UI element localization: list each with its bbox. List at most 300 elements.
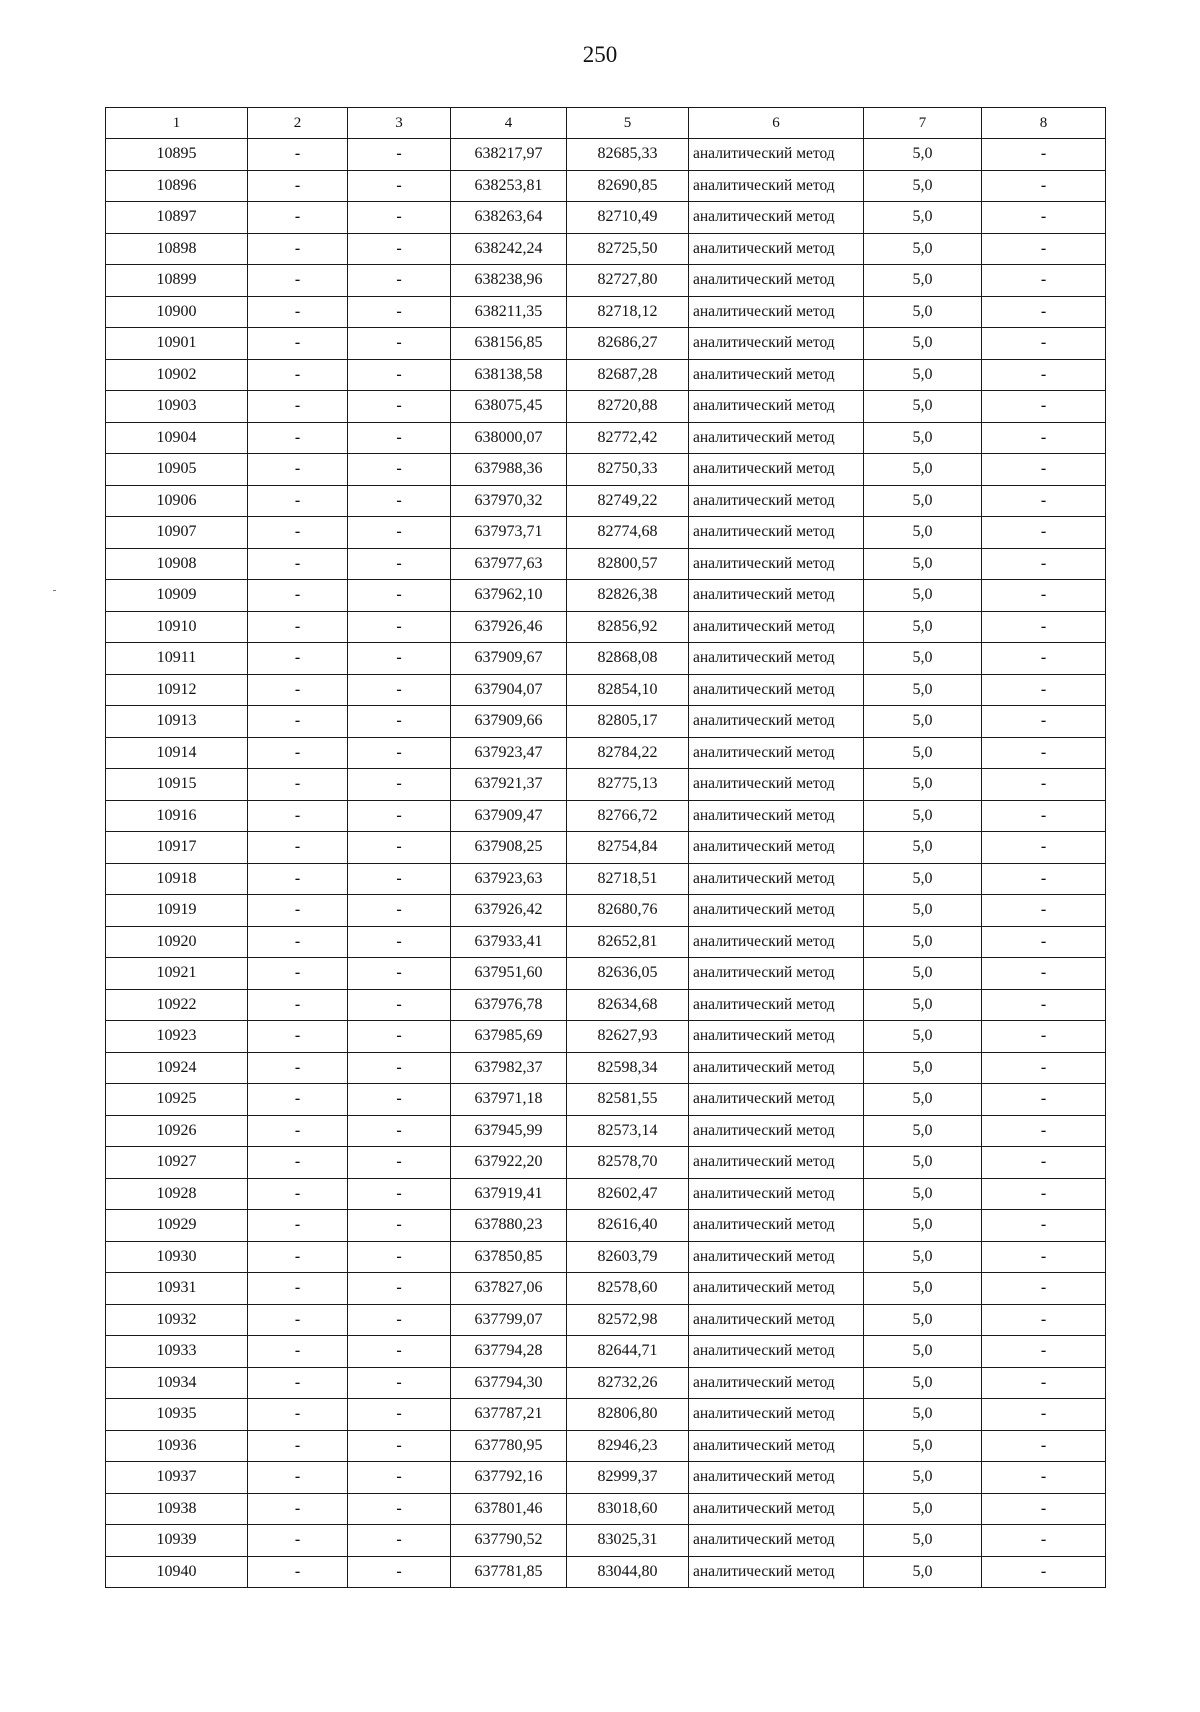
col8-cell: - xyxy=(982,454,1106,486)
method-cell: аналитический метод xyxy=(689,769,864,801)
point-number-cell: 10925 xyxy=(106,1084,248,1116)
point-number-cell: 10906 xyxy=(106,485,248,517)
x-coordinate-cell: 637976,78 xyxy=(451,989,567,1021)
y-coordinate-cell: 82578,60 xyxy=(567,1273,689,1305)
x-coordinate-cell: 637787,21 xyxy=(451,1399,567,1431)
col8-cell: - xyxy=(982,769,1106,801)
table-row xyxy=(106,989,1106,1021)
method-cell: аналитический метод xyxy=(689,170,864,202)
x-coordinate-cell: 637781,85 xyxy=(451,1556,567,1588)
table-row xyxy=(106,1462,1106,1494)
col8-cell: - xyxy=(982,1084,1106,1116)
col8-cell: - xyxy=(982,1115,1106,1147)
x-coordinate-cell: 637908,25 xyxy=(451,832,567,864)
method-cell: аналитический метод xyxy=(689,1493,864,1525)
col8-cell: - xyxy=(982,611,1106,643)
col2-cell: - xyxy=(248,1525,348,1557)
table-row xyxy=(106,1493,1106,1525)
col2-cell: - xyxy=(248,895,348,927)
accuracy-cell: 5,0 xyxy=(864,1462,982,1494)
point-number-cell: 10895 xyxy=(106,139,248,171)
method-cell: аналитический метод xyxy=(689,359,864,391)
accuracy-cell: 5,0 xyxy=(864,517,982,549)
y-coordinate-cell: 82727,80 xyxy=(567,265,689,297)
col3-cell: - xyxy=(348,170,451,202)
point-number-cell: 10907 xyxy=(106,517,248,549)
col2-cell: - xyxy=(248,1430,348,1462)
col3-cell: - xyxy=(348,422,451,454)
col3-cell: - xyxy=(348,1399,451,1431)
col3-cell: - xyxy=(348,863,451,895)
col2-cell: - xyxy=(248,1178,348,1210)
column-header: 5 xyxy=(567,108,689,139)
col3-cell: - xyxy=(348,1210,451,1242)
accuracy-cell: 5,0 xyxy=(864,1178,982,1210)
method-cell: аналитический метод xyxy=(689,737,864,769)
col3-cell: - xyxy=(348,611,451,643)
table-row xyxy=(106,895,1106,927)
col3-cell: - xyxy=(348,643,451,675)
accuracy-cell: 5,0 xyxy=(864,863,982,895)
col8-cell: - xyxy=(982,517,1106,549)
point-number-cell: 10923 xyxy=(106,1021,248,1053)
col2-cell: - xyxy=(248,296,348,328)
col2-cell: - xyxy=(248,202,348,234)
col2-cell: - xyxy=(248,1556,348,1588)
col2-cell: - xyxy=(248,832,348,864)
col3-cell: - xyxy=(348,139,451,171)
col2-cell: - xyxy=(248,926,348,958)
point-number-cell: 10933 xyxy=(106,1336,248,1368)
col3-cell: - xyxy=(348,1115,451,1147)
x-coordinate-cell: 637792,16 xyxy=(451,1462,567,1494)
col3-cell: - xyxy=(348,1178,451,1210)
col3-cell: - xyxy=(348,1021,451,1053)
y-coordinate-cell: 82616,40 xyxy=(567,1210,689,1242)
accuracy-cell: 5,0 xyxy=(864,1052,982,1084)
col8-cell: - xyxy=(982,1304,1106,1336)
col8-cell: - xyxy=(982,989,1106,1021)
accuracy-cell: 5,0 xyxy=(864,485,982,517)
method-cell: аналитический метод xyxy=(689,1210,864,1242)
col8-cell: - xyxy=(982,139,1106,171)
col8-cell: - xyxy=(982,832,1106,864)
col8-cell: - xyxy=(982,1021,1106,1053)
table-row xyxy=(106,1115,1106,1147)
scan-speck xyxy=(53,590,56,591)
col2-cell: - xyxy=(248,1147,348,1179)
point-number-cell: 10921 xyxy=(106,958,248,990)
col8-cell: - xyxy=(982,265,1106,297)
col8-cell: - xyxy=(982,328,1106,360)
col2-cell: - xyxy=(248,485,348,517)
x-coordinate-cell: 638000,07 xyxy=(451,422,567,454)
x-coordinate-cell: 637794,28 xyxy=(451,1336,567,1368)
point-number-cell: 10916 xyxy=(106,800,248,832)
table-row xyxy=(106,454,1106,486)
table-row xyxy=(106,1241,1106,1273)
method-cell: аналитический метод xyxy=(689,674,864,706)
table-row xyxy=(106,800,1106,832)
col3-cell: - xyxy=(348,1084,451,1116)
y-coordinate-cell: 82868,08 xyxy=(567,643,689,675)
table-row xyxy=(106,643,1106,675)
point-number-cell: 10934 xyxy=(106,1367,248,1399)
column-header: 2 xyxy=(248,108,348,139)
method-cell: аналитический метод xyxy=(689,1052,864,1084)
point-number-cell: 10929 xyxy=(106,1210,248,1242)
col2-cell: - xyxy=(248,1493,348,1525)
y-coordinate-cell: 82772,42 xyxy=(567,422,689,454)
accuracy-cell: 5,0 xyxy=(864,359,982,391)
table-row xyxy=(106,265,1106,297)
x-coordinate-cell: 637923,47 xyxy=(451,737,567,769)
col2-cell: - xyxy=(248,958,348,990)
col3-cell: - xyxy=(348,1241,451,1273)
col8-cell: - xyxy=(982,1493,1106,1525)
point-number-cell: 10930 xyxy=(106,1241,248,1273)
col8-cell: - xyxy=(982,391,1106,423)
accuracy-cell: 5,0 xyxy=(864,611,982,643)
col2-cell: - xyxy=(248,359,348,391)
column-header: 7 xyxy=(864,108,982,139)
col8-cell: - xyxy=(982,359,1106,391)
x-coordinate-cell: 637985,69 xyxy=(451,1021,567,1053)
method-cell: аналитический метод xyxy=(689,233,864,265)
method-cell: аналитический метод xyxy=(689,1336,864,1368)
col8-cell: - xyxy=(982,422,1106,454)
point-number-cell: 10928 xyxy=(106,1178,248,1210)
y-coordinate-cell: 82680,76 xyxy=(567,895,689,927)
table-row xyxy=(106,926,1106,958)
col3-cell: - xyxy=(348,926,451,958)
y-coordinate-cell: 82687,28 xyxy=(567,359,689,391)
y-coordinate-cell: 82581,55 xyxy=(567,1084,689,1116)
x-coordinate-cell: 637799,07 xyxy=(451,1304,567,1336)
accuracy-cell: 5,0 xyxy=(864,548,982,580)
x-coordinate-cell: 637909,66 xyxy=(451,706,567,738)
y-coordinate-cell: 82854,10 xyxy=(567,674,689,706)
accuracy-cell: 5,0 xyxy=(864,580,982,612)
x-coordinate-cell: 637909,67 xyxy=(451,643,567,675)
col3-cell: - xyxy=(348,1556,451,1588)
method-cell: аналитический метод xyxy=(689,958,864,990)
method-cell: аналитический метод xyxy=(689,454,864,486)
method-cell: аналитический метод xyxy=(689,1241,864,1273)
col2-cell: - xyxy=(248,1052,348,1084)
point-number-cell: 10901 xyxy=(106,328,248,360)
accuracy-cell: 5,0 xyxy=(864,422,982,454)
accuracy-cell: 5,0 xyxy=(864,832,982,864)
col3-cell: - xyxy=(348,328,451,360)
point-number-cell: 10920 xyxy=(106,926,248,958)
column-header: 8 xyxy=(982,108,1106,139)
method-cell: аналитический метод xyxy=(689,1115,864,1147)
col3-cell: - xyxy=(348,265,451,297)
col3-cell: - xyxy=(348,485,451,517)
y-coordinate-cell: 82572,98 xyxy=(567,1304,689,1336)
column-header: 1 xyxy=(106,108,248,139)
y-coordinate-cell: 82775,13 xyxy=(567,769,689,801)
method-cell: аналитический метод xyxy=(689,265,864,297)
y-coordinate-cell: 82754,84 xyxy=(567,832,689,864)
col8-cell: - xyxy=(982,895,1106,927)
method-cell: аналитический метод xyxy=(689,548,864,580)
method-cell: аналитический метод xyxy=(689,296,864,328)
method-cell: аналитический метод xyxy=(689,517,864,549)
accuracy-cell: 5,0 xyxy=(864,296,982,328)
x-coordinate-cell: 637904,07 xyxy=(451,674,567,706)
col2-cell: - xyxy=(248,170,348,202)
y-coordinate-cell: 82710,49 xyxy=(567,202,689,234)
table-row xyxy=(106,548,1106,580)
col2-cell: - xyxy=(248,1273,348,1305)
x-coordinate-cell: 637926,42 xyxy=(451,895,567,927)
x-coordinate-cell: 637988,36 xyxy=(451,454,567,486)
col8-cell: - xyxy=(982,1241,1106,1273)
col3-cell: - xyxy=(348,832,451,864)
table-row xyxy=(106,674,1106,706)
table-row xyxy=(106,170,1106,202)
point-number-cell: 10936 xyxy=(106,1430,248,1462)
x-coordinate-cell: 638253,81 xyxy=(451,170,567,202)
col8-cell: - xyxy=(982,1273,1106,1305)
y-coordinate-cell: 82720,88 xyxy=(567,391,689,423)
x-coordinate-cell: 637970,32 xyxy=(451,485,567,517)
col8-cell: - xyxy=(982,202,1106,234)
col3-cell: - xyxy=(348,1367,451,1399)
x-coordinate-cell: 637923,63 xyxy=(451,863,567,895)
accuracy-cell: 5,0 xyxy=(864,1147,982,1179)
col2-cell: - xyxy=(248,454,348,486)
page-number: 250 xyxy=(582,42,618,67)
accuracy-cell: 5,0 xyxy=(864,1525,982,1557)
point-number-cell: 10897 xyxy=(106,202,248,234)
point-number-cell: 10900 xyxy=(106,296,248,328)
y-coordinate-cell: 82602,47 xyxy=(567,1178,689,1210)
y-coordinate-cell: 82725,50 xyxy=(567,233,689,265)
x-coordinate-cell: 638217,97 xyxy=(451,139,567,171)
col2-cell: - xyxy=(248,328,348,360)
y-coordinate-cell: 82805,17 xyxy=(567,706,689,738)
table-row xyxy=(106,517,1106,549)
col2-cell: - xyxy=(248,580,348,612)
table-row xyxy=(106,580,1106,612)
table-row xyxy=(106,391,1106,423)
table-row xyxy=(106,328,1106,360)
point-number-cell: 10935 xyxy=(106,1399,248,1431)
col2-cell: - xyxy=(248,391,348,423)
y-coordinate-cell: 83044,80 xyxy=(567,1556,689,1588)
y-coordinate-cell: 82603,79 xyxy=(567,1241,689,1273)
col8-cell: - xyxy=(982,926,1106,958)
accuracy-cell: 5,0 xyxy=(864,1241,982,1273)
point-number-cell: 10896 xyxy=(106,170,248,202)
y-coordinate-cell: 82806,80 xyxy=(567,1399,689,1431)
y-coordinate-cell: 82718,51 xyxy=(567,863,689,895)
x-coordinate-cell: 637926,46 xyxy=(451,611,567,643)
method-cell: аналитический метод xyxy=(689,328,864,360)
table-row xyxy=(106,202,1106,234)
x-coordinate-cell: 638242,24 xyxy=(451,233,567,265)
col2-cell: - xyxy=(248,737,348,769)
point-number-cell: 10939 xyxy=(106,1525,248,1557)
col8-cell: - xyxy=(982,1336,1106,1368)
accuracy-cell: 5,0 xyxy=(864,1021,982,1053)
point-number-cell: 10898 xyxy=(106,233,248,265)
x-coordinate-cell: 637922,20 xyxy=(451,1147,567,1179)
x-coordinate-cell: 638156,85 xyxy=(451,328,567,360)
accuracy-cell: 5,0 xyxy=(864,800,982,832)
col2-cell: - xyxy=(248,1367,348,1399)
col3-cell: - xyxy=(348,1493,451,1525)
point-number-cell: 10904 xyxy=(106,422,248,454)
col3-cell: - xyxy=(348,296,451,328)
col8-cell: - xyxy=(982,706,1106,738)
accuracy-cell: 5,0 xyxy=(864,1115,982,1147)
table-body xyxy=(106,139,1106,1588)
accuracy-cell: 5,0 xyxy=(864,643,982,675)
col2-cell: - xyxy=(248,863,348,895)
method-cell: аналитический метод xyxy=(689,706,864,738)
col3-cell: - xyxy=(348,1147,451,1179)
accuracy-cell: 5,0 xyxy=(864,737,982,769)
col8-cell: - xyxy=(982,1210,1106,1242)
point-number-cell: 10918 xyxy=(106,863,248,895)
y-coordinate-cell: 82856,92 xyxy=(567,611,689,643)
y-coordinate-cell: 82766,72 xyxy=(567,800,689,832)
method-cell: аналитический метод xyxy=(689,1462,864,1494)
col8-cell: - xyxy=(982,170,1106,202)
x-coordinate-cell: 637850,85 xyxy=(451,1241,567,1273)
column-header: 3 xyxy=(348,108,451,139)
table-row xyxy=(106,233,1106,265)
col3-cell: - xyxy=(348,1336,451,1368)
col2-cell: - xyxy=(248,611,348,643)
column-header: 4 xyxy=(451,108,567,139)
table-row xyxy=(106,1367,1106,1399)
col2-cell: - xyxy=(248,674,348,706)
col3-cell: - xyxy=(348,391,451,423)
column-header: 6 xyxy=(689,108,864,139)
col8-cell: - xyxy=(982,1462,1106,1494)
method-cell: аналитический метод xyxy=(689,1399,864,1431)
col2-cell: - xyxy=(248,706,348,738)
col2-cell: - xyxy=(248,1336,348,1368)
col2-cell: - xyxy=(248,1462,348,1494)
accuracy-cell: 5,0 xyxy=(864,202,982,234)
y-coordinate-cell: 82784,22 xyxy=(567,737,689,769)
y-coordinate-cell: 82627,93 xyxy=(567,1021,689,1053)
table-row xyxy=(106,769,1106,801)
col3-cell: - xyxy=(348,580,451,612)
table-row xyxy=(106,611,1106,643)
table-row xyxy=(106,1210,1106,1242)
accuracy-cell: 5,0 xyxy=(864,1336,982,1368)
col3-cell: - xyxy=(348,548,451,580)
col8-cell: - xyxy=(982,643,1106,675)
col3-cell: - xyxy=(348,202,451,234)
point-number-cell: 10909 xyxy=(106,580,248,612)
x-coordinate-cell: 637880,23 xyxy=(451,1210,567,1242)
coordinates-table xyxy=(105,107,1106,1588)
point-number-cell: 10932 xyxy=(106,1304,248,1336)
method-cell: аналитический метод xyxy=(689,643,864,675)
table-row xyxy=(106,706,1106,738)
accuracy-cell: 5,0 xyxy=(864,706,982,738)
col2-cell: - xyxy=(248,1084,348,1116)
col8-cell: - xyxy=(982,674,1106,706)
table-row xyxy=(106,1336,1106,1368)
col2-cell: - xyxy=(248,422,348,454)
col2-cell: - xyxy=(248,769,348,801)
accuracy-cell: 5,0 xyxy=(864,1304,982,1336)
y-coordinate-cell: 82774,68 xyxy=(567,517,689,549)
col3-cell: - xyxy=(348,1462,451,1494)
point-number-cell: 10908 xyxy=(106,548,248,580)
method-cell: аналитический метод xyxy=(689,391,864,423)
x-coordinate-cell: 637790,52 xyxy=(451,1525,567,1557)
method-cell: аналитический метод xyxy=(689,1178,864,1210)
method-cell: аналитический метод xyxy=(689,1147,864,1179)
col2-cell: - xyxy=(248,1115,348,1147)
accuracy-cell: 5,0 xyxy=(864,391,982,423)
x-coordinate-cell: 637971,18 xyxy=(451,1084,567,1116)
method-cell: аналитический метод xyxy=(689,580,864,612)
x-coordinate-cell: 637962,10 xyxy=(451,580,567,612)
table-row xyxy=(106,1178,1106,1210)
y-coordinate-cell: 82598,34 xyxy=(567,1052,689,1084)
col2-cell: - xyxy=(248,517,348,549)
accuracy-cell: 5,0 xyxy=(864,454,982,486)
table-row xyxy=(106,863,1106,895)
method-cell: аналитический метод xyxy=(689,1273,864,1305)
y-coordinate-cell: 82826,38 xyxy=(567,580,689,612)
col3-cell: - xyxy=(348,1273,451,1305)
table-row xyxy=(106,1147,1106,1179)
method-cell: аналитический метод xyxy=(689,800,864,832)
col3-cell: - xyxy=(348,769,451,801)
table-row xyxy=(106,1021,1106,1053)
y-coordinate-cell: 82573,14 xyxy=(567,1115,689,1147)
point-number-cell: 10903 xyxy=(106,391,248,423)
accuracy-cell: 5,0 xyxy=(864,895,982,927)
accuracy-cell: 5,0 xyxy=(864,674,982,706)
accuracy-cell: 5,0 xyxy=(864,139,982,171)
accuracy-cell: 5,0 xyxy=(864,989,982,1021)
point-number-cell: 10913 xyxy=(106,706,248,738)
col3-cell: - xyxy=(348,233,451,265)
method-cell: аналитический метод xyxy=(689,863,864,895)
accuracy-cell: 5,0 xyxy=(864,1430,982,1462)
x-coordinate-cell: 637973,71 xyxy=(451,517,567,549)
table-row xyxy=(106,139,1106,171)
method-cell: аналитический метод xyxy=(689,895,864,927)
x-coordinate-cell: 637933,41 xyxy=(451,926,567,958)
y-coordinate-cell: 82999,37 xyxy=(567,1462,689,1494)
col8-cell: - xyxy=(982,958,1106,990)
x-coordinate-cell: 637794,30 xyxy=(451,1367,567,1399)
method-cell: аналитический метод xyxy=(689,1525,864,1557)
method-cell: аналитический метод xyxy=(689,1084,864,1116)
col2-cell: - xyxy=(248,139,348,171)
col8-cell: - xyxy=(982,1178,1106,1210)
point-number-cell: 10905 xyxy=(106,454,248,486)
x-coordinate-cell: 638238,96 xyxy=(451,265,567,297)
col3-cell: - xyxy=(348,958,451,990)
y-coordinate-cell: 82686,27 xyxy=(567,328,689,360)
x-coordinate-cell: 637945,99 xyxy=(451,1115,567,1147)
